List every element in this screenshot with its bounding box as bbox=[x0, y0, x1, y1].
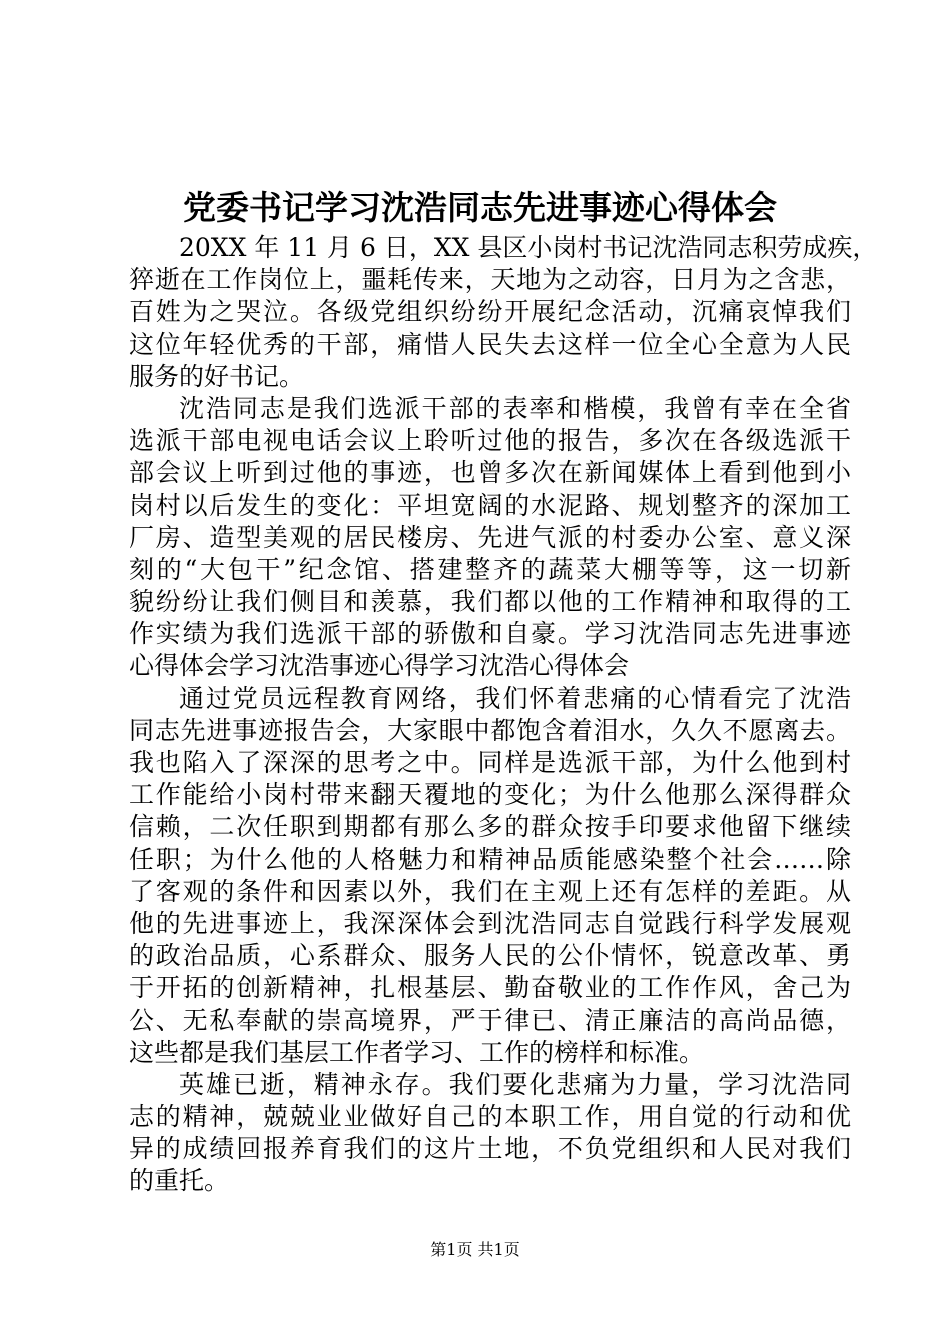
paragraph-line: 作实绩为我们选派干部的骄傲和自豪。学习沈浩同志先进事迹 bbox=[129, 619, 851, 649]
paragraph-line: 任职；为什么他的人格魅力和精神品质能感染整个社会……除 bbox=[129, 844, 851, 874]
paragraph-line: 刻的“大包干”纪念馆、搭建整齐的蔬菜大棚等等，这一切新 bbox=[129, 554, 851, 584]
page-footer: 第1页 共1页 bbox=[430, 1240, 520, 1259]
paragraph-line: 岗村以后发生的变化：平坦宽阔的水泥路、规划整齐的深加工 bbox=[129, 490, 851, 520]
paragraph-line: 同志先进事迹报告会，大家眼中都饱含着泪水，久久不愿离去。 bbox=[129, 715, 851, 745]
paragraph bbox=[129, 393, 851, 683]
paragraph-line: 20XX 年 11 月 6 日，XX 县区小岗村书记沈浩同志积劳成疾， bbox=[179, 233, 878, 262]
paragraph-line: 英雄已逝，精神永存。我们要化悲痛为力量，学习沈浩同 bbox=[179, 1069, 851, 1099]
paragraph-line: 猝逝在工作岗位上，噩耗传来，天地为之动容，日月为之含悲， bbox=[129, 265, 851, 295]
paragraph-line: 部会议上听到过他的事迹，也曾多次在新闻媒体上看到他到小 bbox=[129, 458, 851, 488]
paragraph-line: 服务的好书记。 bbox=[129, 361, 305, 391]
paragraph bbox=[129, 1069, 851, 1198]
paragraph-line: 了客观的条件和因素以外，我们在主观上还有怎样的差距。从 bbox=[129, 876, 851, 906]
paragraph-line: 通过党员远程教育网络，我们怀着悲痛的心情看完了沈浩 bbox=[179, 683, 851, 713]
paragraph-line: 心得体会学习沈浩事迹心得学习沈浩心得体会 bbox=[129, 651, 630, 681]
paragraph-line: 选派干部电视电话会议上聆听过他的报告，多次在各级选派干 bbox=[129, 426, 851, 456]
paragraph-line: 的重托。 bbox=[129, 1166, 230, 1196]
paragraph bbox=[129, 232, 878, 393]
document-body bbox=[129, 232, 878, 1198]
paragraph-line: 信赖，二次任职到期都有那么多的群众按手印要求他留下继续 bbox=[129, 812, 851, 842]
paragraph-line: 这位年轻优秀的干部，痛惜人民失去这样一位全心全意为人民 bbox=[129, 329, 851, 359]
paragraph-line: 他的先进事迹上，我深深体会到沈浩同志自觉践行科学发展观 bbox=[129, 908, 851, 938]
paragraph-line: 貌纷纷让我们侧目和羡慕，我们都以他的工作精神和取得的工 bbox=[129, 587, 851, 617]
document-title: 党委书记学习沈浩同志先进事迹心得体会 bbox=[183, 188, 777, 227]
paragraph-line: 厂房、造型美观的居民楼房、先进气派的村委办公室、意义深 bbox=[129, 522, 851, 552]
paragraph bbox=[129, 683, 851, 1069]
paragraph-line: 公、无私奉献的崇高境界，严于律已、清正廉洁的高尚品德， bbox=[129, 1005, 851, 1035]
paragraph-line: 百姓为之哭泣。各级党组织纷纷开展纪念活动，沉痛哀悼我们 bbox=[129, 297, 851, 327]
paragraph-line: 这些都是我们基层工作者学习、工作的榜样和标准。 bbox=[129, 1037, 705, 1067]
paragraph-line: 工作能给小岗村带来翻天覆地的变化；为什么他那么深得群众 bbox=[129, 780, 851, 810]
paragraph-line: 的政治品质，心系群众、服务人民的公仆情怀，锐意改革、勇 bbox=[129, 941, 851, 971]
paragraph-line: 我也陷入了深深的思考之中。同样是选派干部，为什么他到村 bbox=[129, 748, 851, 777]
paragraph-line: 异的成绩回报养育我们的这片土地，不负党组织和人民对我们 bbox=[129, 1134, 851, 1164]
paragraph-line: 沈浩同志是我们选派干部的表率和楷模，我曾有幸在全省 bbox=[179, 393, 851, 423]
paragraph-line: 志的精神，兢兢业业做好自己的本职工作，用自觉的行动和优 bbox=[129, 1102, 851, 1132]
paragraph-line: 于开拓的创新精神，扎根基层、勤奋敬业的工作作风，舍己为 bbox=[129, 973, 851, 1003]
